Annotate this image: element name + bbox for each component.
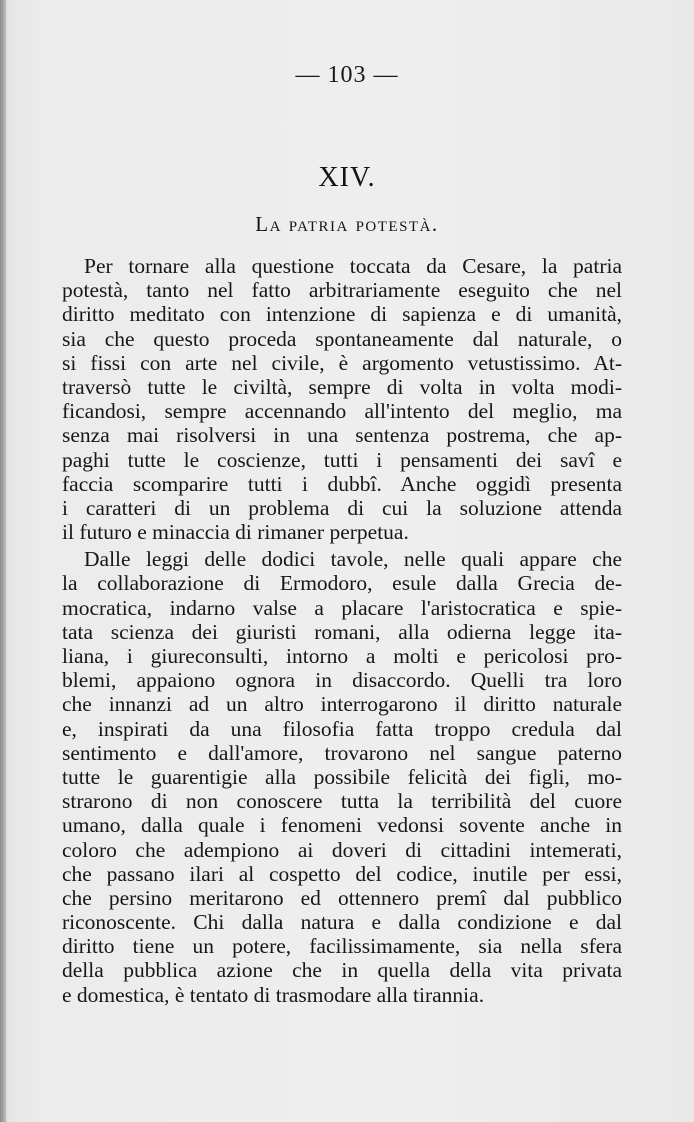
- text-line: che persino meritarono ed ottennero premî dal pubblico: [62, 885, 622, 910]
- text-line: sentimento e dall'amore, trovarono nel sangue paterno: [62, 740, 622, 765]
- text-line: diritto tiene un potere, facilissimamente, sia nella sfera: [62, 934, 622, 959]
- text-line: della pubblica azione che in quella della vita privata: [62, 958, 622, 983]
- text-line: umano, dalla quale i fenomeni vedonsi sovente anche in: [62, 813, 622, 838]
- text-line: tutte le guarentigie alla possibile felicità dei figli, mo-: [62, 764, 622, 789]
- chapter-number: XIV.: [318, 162, 376, 193]
- text-line: mocratica, indarno valse a placare l'aristocratica e spie-: [62, 595, 622, 620]
- text-line: e, inspirati da una filosofia fatta troppo credula dal: [62, 716, 622, 741]
- text-line: blemi, appaiono ognora in disaccordo. Quelli tra loro: [62, 668, 622, 693]
- text-line: diritto meditato con intenzione di sapienza e di umanità,: [62, 302, 622, 327]
- text-line: i caratteri di un problema di cui la soluzione attenda: [62, 495, 622, 520]
- text-line: coloro che adempiono ai doveri di cittadini intemerati,: [62, 837, 622, 862]
- text-line: tata scienza dei giuristi romani, alla odierna legge ita-: [62, 619, 622, 644]
- text-line: che passano ilari al cospetto del codice, inutile per essi,: [62, 861, 622, 886]
- text-line: liana, i giureconsulti, intorno a molti e pericolosi pro-: [62, 644, 622, 668]
- text-line: strarono di non conoscere tutta la terribilità del cuore: [62, 789, 622, 814]
- text-line: Per tornare alla questione toccata da Cesare, la patria: [84, 254, 622, 278]
- text-line: la collaborazione di Ermodoro, esule dalla Grecia de-: [62, 571, 622, 596]
- text-line: sia che questo proceda spontaneamente dal naturale, o: [62, 326, 622, 351]
- paragraph-1: [62, 254, 622, 544]
- text-line: ficandosi, sempre accennando all'intento del meglio, ma: [62, 399, 622, 424]
- text-line: il futuro e minaccia di rimaner perpetua.: [62, 520, 409, 545]
- paragraph-2: [62, 547, 622, 1007]
- text-line: si fissi con arte nel civile, è argomento vetustissimo. At-: [62, 350, 622, 375]
- body-text: [62, 254, 622, 1007]
- chapter-title: La patria potestà.: [255, 212, 439, 236]
- page-number: — 103 —: [295, 62, 399, 88]
- text-line: e domestica, è tentato di trasmodare alla tirannia.: [62, 982, 485, 1007]
- text-line: che innanzi ad un altro interrogarono il diritto naturale: [62, 692, 622, 717]
- text-line: paghi tutte le coscienze, tutti i pensamenti dei savî e: [62, 447, 622, 472]
- text-line: faccia scomparire tutti i dubbî. Anche oggidì presenta: [62, 471, 622, 496]
- text-line: potestà, tanto nel fatto arbitrariamente eseguito che nel: [62, 278, 622, 303]
- text-line: Dalle leggi delle dodici tavole, nelle quali appare che: [84, 547, 622, 572]
- text-line: riconoscente. Chi dalla natura e dalla condizione e dal: [62, 910, 622, 935]
- text-line: senza mai risolversi in una sentenza postrema, che ap-: [62, 423, 622, 448]
- text-line: traversò tutte le civiltà, sempre di volta in volta modi-: [62, 374, 622, 399]
